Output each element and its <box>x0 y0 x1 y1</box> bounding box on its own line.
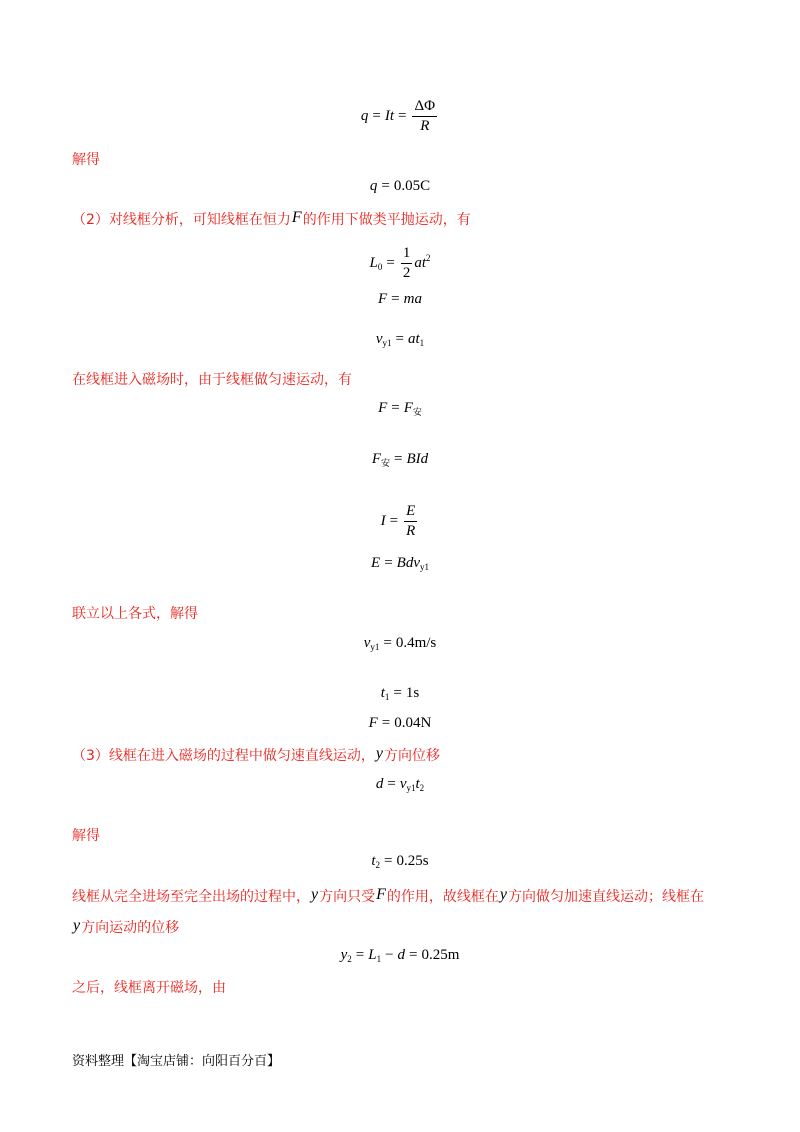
eq-value: 0.4m/s <box>395 635 437 651</box>
text-line <box>72 886 704 906</box>
eq-operator: = <box>381 178 390 194</box>
text-line <box>72 745 440 765</box>
eq-subscript: y1 <box>406 783 416 793</box>
eq-value: 0.25s <box>396 853 429 869</box>
eq-symbol: v <box>363 635 371 651</box>
equation-displacement-d <box>0 775 800 793</box>
eq-operator: = <box>355 947 365 963</box>
equation-displacement-y2 <box>0 946 800 964</box>
inline-variable: y <box>311 886 319 903</box>
equation-velocity-value <box>0 634 800 652</box>
eq-symbol: at <box>414 254 426 271</box>
inline-variable: y <box>499 886 507 903</box>
eq-symbol: q <box>369 178 378 194</box>
eq-operator: = <box>387 776 396 792</box>
eq-superscript: 2 <box>425 252 431 263</box>
eq-symbol: q <box>360 107 369 124</box>
equation-newton <box>0 290 800 308</box>
inline-variable: y <box>375 745 384 762</box>
eq-operator: = <box>409 947 418 963</box>
eq-symbol: F <box>371 451 381 467</box>
eq-fraction <box>412 98 437 135</box>
eq-symbol: L <box>369 254 378 271</box>
equation-velocity <box>0 330 800 348</box>
eq-subscript: 安 <box>412 407 422 417</box>
equation-force-value <box>0 714 800 732</box>
eq-symbol: d <box>397 947 406 963</box>
text-line <box>72 917 179 937</box>
text-line: 解得 <box>72 152 100 168</box>
eq-subscript: y1 <box>419 562 429 572</box>
text-line: 解得 <box>72 828 100 844</box>
eq-subscript: y1 <box>382 338 392 348</box>
equation-time-t2 <box>0 852 800 870</box>
eq-subscript: y1 <box>370 642 380 652</box>
eq-subscript: 1 <box>376 954 382 964</box>
fraction-denominator: R <box>406 523 416 539</box>
eq-symbol: F <box>378 291 388 307</box>
fraction-numerator: E <box>404 503 417 522</box>
text-segment: 方向只受 <box>319 889 376 905</box>
eq-operator: = <box>386 254 395 271</box>
equation-current <box>0 503 800 540</box>
eq-subscript: 安 <box>381 458 391 468</box>
text-segment: （3）线框在进入磁场的过程中做匀速直线运动， <box>72 748 375 764</box>
text-segment: （2）对线框分析，可知线框在恒力 <box>72 212 291 228</box>
inline-variable: F <box>376 886 386 903</box>
eq-value: 0.05C <box>393 178 431 194</box>
eq-operator: = <box>391 291 400 307</box>
eq-subscript: 0 <box>377 261 383 272</box>
text-line: 在线框进入磁场时，由于线框做匀速运动，有 <box>72 372 352 388</box>
text-line <box>72 209 471 229</box>
eq-value: 0.25m <box>421 947 460 963</box>
eq-symbol: v <box>375 331 383 347</box>
eq-subscript: 1 <box>419 338 425 348</box>
inline-variable: F <box>291 209 302 226</box>
eq-symbol: It <box>384 107 395 124</box>
eq-operator: = <box>381 715 391 731</box>
fraction-numerator: ΔΦ <box>412 98 437 117</box>
text-segment: 线框从完全进场至完全出场的过程中， <box>72 889 310 905</box>
eq-symbol: E <box>371 555 381 571</box>
eq-symbol: F <box>378 400 388 416</box>
eq-value: 1s <box>405 685 420 701</box>
text-segment: 方向做匀加速直线运动；线框在 <box>508 889 704 905</box>
eq-operator: − <box>385 947 394 963</box>
eq-operator: = <box>391 400 400 416</box>
eq-subscript: 2 <box>347 954 352 964</box>
inline-variable: y <box>73 917 81 934</box>
equation-charge-value <box>0 177 800 195</box>
equation-charge-flux <box>0 98 800 135</box>
eq-operator: = <box>394 451 403 467</box>
eq-symbol: v <box>399 776 407 792</box>
eq-operator: = <box>398 107 407 124</box>
equation-displacement-l0 <box>0 245 800 282</box>
eq-symbol: at <box>407 331 420 347</box>
eq-symbol: BId <box>406 451 429 467</box>
eq-symbol: t <box>371 853 376 869</box>
equation-force-balance <box>0 399 800 417</box>
text-line: 联立以上各式，解得 <box>72 606 198 622</box>
eq-symbol: I <box>380 512 386 529</box>
eq-operator: = <box>389 512 399 529</box>
eq-operator: = <box>383 635 392 651</box>
eq-operator: = <box>384 555 393 571</box>
eq-operator: = <box>372 107 381 124</box>
eq-subscript: 1 <box>384 692 390 702</box>
eq-symbol: F <box>368 715 378 731</box>
text-line: 之后，线框离开磁场，由 <box>72 980 226 996</box>
eq-symbol: t <box>380 685 385 701</box>
eq-operator: = <box>395 331 404 347</box>
fraction-numerator: 1 <box>401 245 413 264</box>
eq-fraction <box>401 245 413 282</box>
eq-subscript: 2 <box>375 860 381 870</box>
fraction-denominator: 2 <box>402 265 411 281</box>
eq-operator: = <box>393 685 402 701</box>
text-segment: 方向位移 <box>384 748 441 764</box>
eq-symbol: ma <box>403 291 422 307</box>
eq-subscript: 2 <box>419 783 425 793</box>
eq-symbol: Bdv <box>396 555 420 571</box>
eq-symbol: t <box>415 776 420 792</box>
eq-operator: = <box>384 853 393 869</box>
eq-symbol: F <box>403 400 413 416</box>
text-segment: 的作用下做类平抛运动，有 <box>302 212 471 228</box>
equation-emf <box>0 554 800 572</box>
eq-fraction <box>404 503 417 540</box>
text-segment: 的作用，故线框在 <box>386 889 499 905</box>
text-segment: 方向运动的位移 <box>81 920 180 936</box>
eq-symbol: y <box>340 947 348 963</box>
eq-value: 0.04N <box>394 715 432 731</box>
fraction-denominator: R <box>420 118 430 134</box>
eq-symbol: L <box>368 947 377 963</box>
equation-ampere-force <box>0 450 800 468</box>
page-footer: 资料整理【淘宝店铺：向阳百分百】 <box>72 1054 281 1069</box>
eq-symbol: d <box>375 776 384 792</box>
equation-time-t1 <box>0 684 800 702</box>
